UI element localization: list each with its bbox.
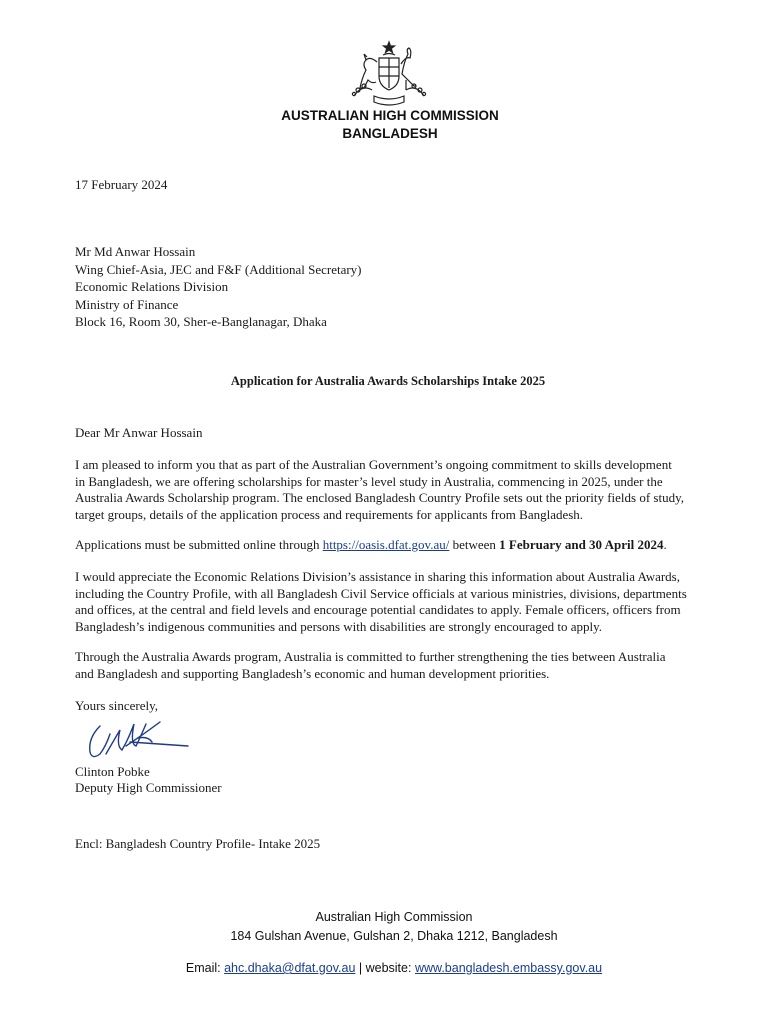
footer-email-label: Email: bbox=[185, 961, 225, 975]
paragraph-line: Through the Australia Awards program, Australia is committed to further strengthening the ties between Australia bbox=[75, 649, 666, 664]
recipient-name: Mr Md Anwar Hossain bbox=[75, 244, 196, 259]
paragraph-application-dates bbox=[75, 537, 715, 554]
signer-name: Clinton Pobke bbox=[75, 764, 150, 779]
closing: Yours sincerely, bbox=[75, 698, 159, 713]
letterhead-country: BANGLADESH bbox=[342, 126, 438, 141]
recipient-title: Wing Chief-Asia, JEC and F&F (Additional Secretary) bbox=[75, 261, 362, 277]
paragraph-line: including the Country Profile, with all Bangladesh Civil Service officials at various ministries, divisions, departments bbox=[75, 585, 687, 601]
application-text-after: . bbox=[663, 537, 667, 552]
recipient-division: Economic Relations Division bbox=[75, 279, 229, 294]
paragraph-line: target groups, details of the application process and requirements for applicants from Bangladesh. bbox=[75, 506, 584, 522]
footer-email-link[interactable]: ahc.dhaka@dfat.gov.au bbox=[224, 961, 356, 975]
paragraph-line: and offices, at the central and field levels and encourage potential candidates to apply. Female officers, officers from bbox=[75, 602, 681, 617]
footer-separator: | website: bbox=[355, 961, 415, 975]
paragraph-assistance bbox=[75, 569, 715, 635]
handwritten-signature bbox=[86, 716, 190, 764]
recipient-address-block bbox=[75, 243, 362, 331]
signer-position: Deputy High Commissioner bbox=[75, 780, 222, 795]
recipient-ministry: Ministry of Finance bbox=[75, 296, 179, 312]
letterhead-organisation: AUSTRALIAN HIGH COMMISSION bbox=[281, 108, 499, 123]
paragraph-intro bbox=[75, 457, 715, 523]
footer-address: 184 Gulshan Avenue, Gulshan 2, Dhaka 1212, Bangladesh bbox=[230, 929, 558, 943]
paragraph-commitment bbox=[75, 649, 715, 682]
application-text-before: Applications must be submitted online through bbox=[75, 537, 323, 552]
recipient-address: Block 16, Room 30, Sher-e-Banglanagar, Dhaka bbox=[75, 314, 327, 329]
paragraph-line: Bangladesh’s indigenous communities and persons with disabilities are strongly encouraged to apply. bbox=[75, 618, 603, 634]
paragraph-line: in Bangladesh, we are offering scholarships for master’s level study in Australia, commencing in 2025, under the bbox=[75, 473, 663, 489]
application-dates: 1 February and 30 April 2024 bbox=[499, 537, 664, 552]
footer-organisation: Australian High Commission bbox=[315, 910, 473, 924]
letter-date: 17 February 2024 bbox=[75, 177, 168, 192]
salutation: Dear Mr Anwar Hossain bbox=[75, 425, 203, 440]
paragraph-line: Australia Awards Scholarship program. The enclosed Bangladesh Country Profile sets out the priority fields of study, bbox=[75, 490, 684, 505]
letter-subject: Application for Australia Awards Scholarships Intake 2025 bbox=[230, 374, 546, 388]
enclosure-note: Encl: Bangladesh Country Profile- Intake 2025 bbox=[75, 836, 321, 851]
paragraph-line: and Bangladesh and supporting Bangladesh’s economic and human development priorities. bbox=[75, 665, 550, 681]
paragraph-line: I would appreciate the Economic Relations Division’s assistance in sharing this information about Australia Awards, bbox=[75, 569, 680, 584]
paragraph-line: I am pleased to inform you that as part of the Australian Government’s ongoing commitment to skills development bbox=[75, 457, 672, 472]
coat-of-arms-icon bbox=[340, 40, 438, 108]
oasis-link[interactable]: https://oasis.dfat.gov.au/ bbox=[322, 537, 450, 552]
footer-website-link[interactable]: www.bangladesh.embassy.gov.au bbox=[414, 961, 603, 975]
application-text-middle: between bbox=[449, 537, 500, 552]
footer-contact bbox=[10, 961, 768, 975]
signer-block bbox=[75, 764, 222, 796]
